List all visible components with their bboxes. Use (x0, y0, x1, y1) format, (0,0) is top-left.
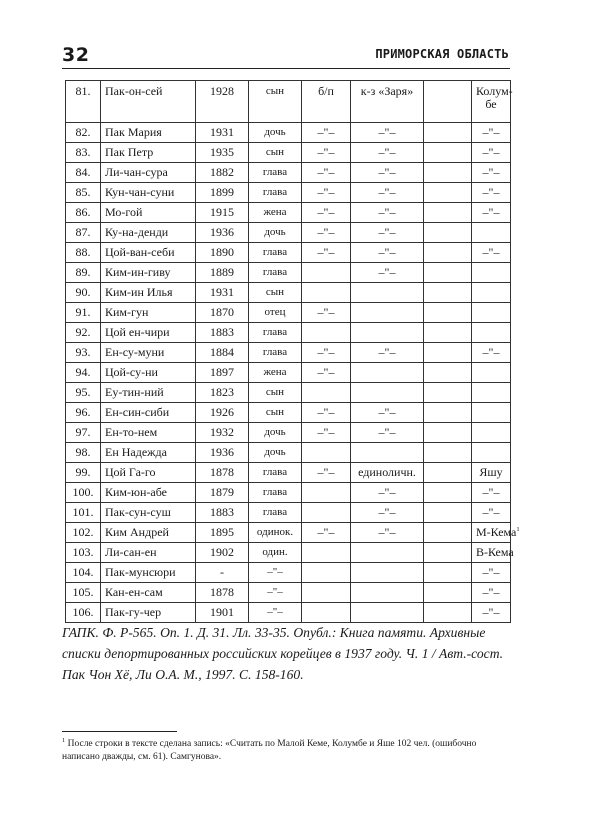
table-row (66, 563, 511, 583)
birth-year-cell: 1897 (196, 363, 249, 383)
row-number-cell: 84. (66, 163, 101, 183)
table-row (66, 483, 511, 503)
workplace-cell: –"– (351, 163, 424, 183)
workplace-cell: –"– (351, 243, 424, 263)
party-status-cell (302, 543, 351, 563)
settlement-cell: –"– (472, 243, 511, 263)
extra-column-cell (424, 503, 472, 523)
extra-column-cell (424, 523, 472, 543)
settlement-cell: –"– (472, 123, 511, 143)
register-table (65, 80, 520, 623)
extra-column-cell (424, 81, 472, 123)
row-number-cell: 97. (66, 423, 101, 443)
extra-column-cell (424, 303, 472, 323)
workplace-cell: –"– (351, 503, 424, 523)
party-status-cell: –"– (302, 163, 351, 183)
extra-column-cell (424, 483, 472, 503)
family-role-cell: дочь (249, 423, 302, 443)
table-row (66, 443, 511, 463)
row-number-cell: 95. (66, 383, 101, 403)
table-row (66, 423, 511, 443)
workplace-cell: –"– (351, 143, 424, 163)
table-row (66, 523, 511, 543)
party-status-cell: –"– (302, 463, 351, 483)
table-row (66, 583, 511, 603)
birth-year-cell: 1936 (196, 223, 249, 243)
settlement-cell: –"– (472, 583, 511, 603)
extra-column-cell (424, 143, 472, 163)
person-name-cell: Ким Андрей (101, 523, 196, 543)
birth-year-cell: 1931 (196, 123, 249, 143)
family-role-cell: жена (249, 363, 302, 383)
table-row (66, 343, 511, 363)
person-name-cell: Кун-чан-суни (101, 183, 196, 203)
row-number-cell: 90. (66, 283, 101, 303)
workplace-cell: –"– (351, 123, 424, 143)
person-name-cell: Цой ен-чири (101, 323, 196, 343)
extra-column-cell (424, 243, 472, 263)
birth-year-cell: 1879 (196, 483, 249, 503)
party-status-cell (302, 503, 351, 523)
row-number-cell: 96. (66, 403, 101, 423)
person-name-cell: Кан-ен-сам (101, 583, 196, 603)
footnote-rule (62, 731, 177, 732)
person-name-cell: Цой Га-го (101, 463, 196, 483)
birth-year-cell: 1895 (196, 523, 249, 543)
person-name-cell: Ен-су-муни (101, 343, 196, 363)
birth-year-cell: 1870 (196, 303, 249, 323)
settlement-cell (472, 423, 511, 443)
birth-year-cell: 1899 (196, 183, 249, 203)
extra-column-cell (424, 163, 472, 183)
table-row (66, 283, 511, 303)
family-role-cell: сын (249, 143, 302, 163)
settlement-cell (472, 363, 511, 383)
person-name-cell: Ли-чан-сура (101, 163, 196, 183)
family-role-cell: сын (249, 383, 302, 403)
party-status-cell (302, 563, 351, 583)
birth-year-cell: 1935 (196, 143, 249, 163)
family-role-cell: дочь (249, 443, 302, 463)
extra-column-cell (424, 203, 472, 223)
extra-column-cell (424, 223, 472, 243)
row-number-cell: 89. (66, 263, 101, 283)
party-status-cell: –"– (302, 303, 351, 323)
row-number-cell: 99. (66, 463, 101, 483)
settlement-cell: –"– (472, 603, 511, 623)
settlement-cell: –"– (472, 143, 511, 163)
settlement-cell (472, 303, 511, 323)
party-status-cell: –"– (302, 423, 351, 443)
settlement-cell: В-Кема (472, 543, 511, 563)
extra-column-cell (424, 583, 472, 603)
workplace-cell: –"– (351, 203, 424, 223)
table-row (66, 303, 511, 323)
footnote-reference-mark: 1 (516, 526, 520, 533)
birth-year-cell: 1889 (196, 263, 249, 283)
birth-year-cell: 1932 (196, 423, 249, 443)
settlement-cell (472, 323, 511, 343)
family-role-cell: глава (249, 183, 302, 203)
party-status-cell: –"– (302, 343, 351, 363)
birth-year-cell: 1936 (196, 443, 249, 463)
header-rule (62, 68, 510, 69)
row-number-cell: 105. (66, 583, 101, 603)
family-role-cell: дочь (249, 223, 302, 243)
row-number-cell: 94. (66, 363, 101, 383)
person-name-cell: Мо-гой (101, 203, 196, 223)
party-status-cell: –"– (302, 523, 351, 543)
family-role-cell: –"– (249, 583, 302, 603)
extra-column-cell (424, 403, 472, 423)
workplace-cell: –"– (351, 263, 424, 283)
table-row (66, 383, 511, 403)
table-row (66, 503, 511, 523)
party-status-cell: –"– (302, 183, 351, 203)
table-row (66, 403, 511, 423)
row-number-cell: 86. (66, 203, 101, 223)
birth-year-cell: 1915 (196, 203, 249, 223)
person-name-cell: Пак Мария (101, 123, 196, 143)
row-number-cell: 85. (66, 183, 101, 203)
family-role-cell: сын (249, 403, 302, 423)
settlement-cell (472, 443, 511, 463)
party-status-cell: –"– (302, 143, 351, 163)
settlement-cell (472, 283, 511, 303)
table-row (66, 223, 511, 243)
family-role-cell: глава (249, 263, 302, 283)
workplace-cell (351, 563, 424, 583)
table-row (66, 203, 511, 223)
workplace-cell: –"– (351, 223, 424, 243)
table-row (66, 123, 511, 143)
extra-column-cell (424, 603, 472, 623)
extra-column-cell (424, 323, 472, 343)
extra-column-cell (424, 123, 472, 143)
workplace-cell: –"– (351, 183, 424, 203)
birth-year-cell: 1883 (196, 503, 249, 523)
footnote (62, 738, 510, 764)
party-status-cell (302, 603, 351, 623)
table-row (66, 263, 511, 283)
party-status-cell (302, 483, 351, 503)
party-status-cell: –"– (302, 203, 351, 223)
settlement-cell: Яшу (472, 463, 511, 483)
person-name-cell: Цой-су-ни (101, 363, 196, 383)
table-row (66, 163, 511, 183)
row-number-cell: 82. (66, 123, 101, 143)
settlement-cell (472, 403, 511, 423)
family-role-cell: глава (249, 163, 302, 183)
family-role-cell: –"– (249, 603, 302, 623)
family-role-cell: одинок. (249, 523, 302, 543)
table-row (66, 363, 511, 383)
row-number-cell: 93. (66, 343, 101, 363)
workplace-cell: –"– (351, 523, 424, 543)
settlement-cell: –"– (472, 163, 511, 183)
workplace-cell: единоличн. (351, 463, 424, 483)
extra-column-cell (424, 363, 472, 383)
settlement-cell: М-Кема$^1$ (472, 523, 511, 543)
workplace-cell (351, 303, 424, 323)
party-status-cell: –"– (302, 243, 351, 263)
workplace-cell: к-з «Заря» (351, 81, 424, 123)
settlement-cell: –"– (472, 483, 511, 503)
party-status-cell: б/п (302, 81, 351, 123)
extra-column-cell (424, 443, 472, 463)
table-row (66, 463, 511, 483)
extra-column-cell (424, 423, 472, 443)
settlement-cell: –"– (472, 343, 511, 363)
settlement-cell: –"– (472, 503, 511, 523)
person-name-cell: Ен Надежда (101, 443, 196, 463)
workplace-cell (351, 443, 424, 463)
person-name-cell: Ли-сан-ен (101, 543, 196, 563)
birth-year-cell: 1931 (196, 283, 249, 303)
party-status-cell (302, 443, 351, 463)
table-row (66, 143, 511, 163)
birth-year-cell: 1901 (196, 603, 249, 623)
page-number: 32 (62, 44, 90, 66)
person-name-cell: Ким-ин-гиву (101, 263, 196, 283)
person-name-cell: Пак-сун-суш (101, 503, 196, 523)
workplace-cell: –"– (351, 423, 424, 443)
settlement-cell: –"– (472, 563, 511, 583)
family-role-cell: глава (249, 323, 302, 343)
family-role-cell: дочь (249, 123, 302, 143)
workplace-cell: –"– (351, 403, 424, 423)
table-row (66, 323, 511, 343)
family-role-cell: отец (249, 303, 302, 323)
extra-column-cell (424, 563, 472, 583)
family-role-cell: глава (249, 483, 302, 503)
extra-column-cell (424, 183, 472, 203)
birth-year-cell: 1890 (196, 243, 249, 263)
birth-year-cell: 1883 (196, 323, 249, 343)
settlement-cell (472, 383, 511, 403)
settlement-cell: –"– (472, 203, 511, 223)
family-role-cell: один. (249, 543, 302, 563)
workplace-cell (351, 283, 424, 303)
family-role-cell: глава (249, 503, 302, 523)
family-role-cell: сын (249, 283, 302, 303)
extra-column-cell (424, 283, 472, 303)
birth-year-cell: 1878 (196, 463, 249, 483)
running-title: ПРИМОРСКАЯ ОБЛАСТЬ (375, 47, 509, 61)
birth-year-cell: 1926 (196, 403, 249, 423)
party-status-cell (302, 323, 351, 343)
family-role-cell: жена (249, 203, 302, 223)
row-number-cell: 92. (66, 323, 101, 343)
workplace-cell (351, 363, 424, 383)
person-name-cell: Ен-син-сиби (101, 403, 196, 423)
table-row (66, 81, 511, 123)
table-row (66, 543, 511, 563)
person-name-cell: Пак-он-сей (101, 81, 196, 123)
person-name-cell: Ку-на-денди (101, 223, 196, 243)
person-name-cell: Еу-тин-ний (101, 383, 196, 403)
person-name-cell: Цой-ван-себи (101, 243, 196, 263)
register-table-body (66, 81, 520, 623)
footnote-mark: 1 (62, 736, 66, 744)
row-number-cell: 87. (66, 223, 101, 243)
workplace-cell: –"– (351, 343, 424, 363)
workplace-cell (351, 543, 424, 563)
table-row (66, 243, 511, 263)
family-role-cell: глава (249, 343, 302, 363)
row-number-cell: 88. (66, 243, 101, 263)
person-name-cell: Ен-то-нем (101, 423, 196, 443)
settlement-cell (472, 263, 511, 283)
party-status-cell: –"– (302, 403, 351, 423)
family-role-cell: –"– (249, 563, 302, 583)
extra-column-cell (424, 383, 472, 403)
person-name-cell: Ким-юн-абе (101, 483, 196, 503)
party-status-cell: –"– (302, 363, 351, 383)
party-status-cell: –"– (302, 123, 351, 143)
row-number-cell: 106. (66, 603, 101, 623)
settlement-cell (472, 223, 511, 243)
party-status-cell (302, 263, 351, 283)
family-role-cell: глава (249, 243, 302, 263)
birth-year-cell: 1823 (196, 383, 249, 403)
extra-column-cell (424, 543, 472, 563)
row-number-cell: 83. (66, 143, 101, 163)
extra-column-cell (424, 263, 472, 283)
party-status-cell (302, 283, 351, 303)
party-status-cell: –"– (302, 223, 351, 243)
family-role-cell: сын (249, 81, 302, 123)
birth-year-cell: 1882 (196, 163, 249, 183)
row-number-cell: 100. (66, 483, 101, 503)
settlement-cell: –"– (472, 183, 511, 203)
table-row (66, 183, 511, 203)
person-name-cell: Ким-ин Илья (101, 283, 196, 303)
birth-year-cell: 1884 (196, 343, 249, 363)
workplace-cell (351, 583, 424, 603)
birth-year-cell: 1928 (196, 81, 249, 123)
table-row (66, 603, 511, 623)
row-number-cell: 102. (66, 523, 101, 543)
family-role-cell: глава (249, 463, 302, 483)
row-number-cell: 101. (66, 503, 101, 523)
workplace-cell (351, 323, 424, 343)
party-status-cell (302, 583, 351, 603)
archival-source-note: ГАПК. Ф. Р-565. Оп. 1. Д. 31. Лл. 33-35. Опубл.: Книга памяти. Архивные списки депортированных российских корейцев в 1937 году. Ч. 1 / Авт.-сост. Пак Чон Хё, Ли О.А. М., 1997. С. 158-160. (62, 625, 504, 682)
workplace-cell (351, 603, 424, 623)
row-number-cell: 103. (66, 543, 101, 563)
birth-year-cell: 1902 (196, 543, 249, 563)
row-number-cell: 91. (66, 303, 101, 323)
workplace-cell: –"– (351, 483, 424, 503)
birth-year-cell: 1878 (196, 583, 249, 603)
row-number-cell: 104. (66, 563, 101, 583)
footnote-text: После строки в тексте сделана запись: «Считать по Малой Кеме, Колумбе и Яше 102 чел. (ошибочно написано дважды, см. 61). Самгунова». (62, 739, 477, 762)
person-name-cell: Пак-мунсюри (101, 563, 196, 583)
extra-column-cell (424, 343, 472, 363)
row-number-cell: 98. (66, 443, 101, 463)
birth-year-cell: - (196, 563, 249, 583)
party-status-cell (302, 383, 351, 403)
settlement-cell: Колум-бе (472, 81, 511, 123)
person-name-cell: Ким-гун (101, 303, 196, 323)
extra-column-cell (424, 463, 472, 483)
person-name-cell: Пак Петр (101, 143, 196, 163)
person-name-cell: Пак-гу-чер (101, 603, 196, 623)
workplace-cell (351, 383, 424, 403)
row-number-cell: 81. (66, 81, 101, 123)
